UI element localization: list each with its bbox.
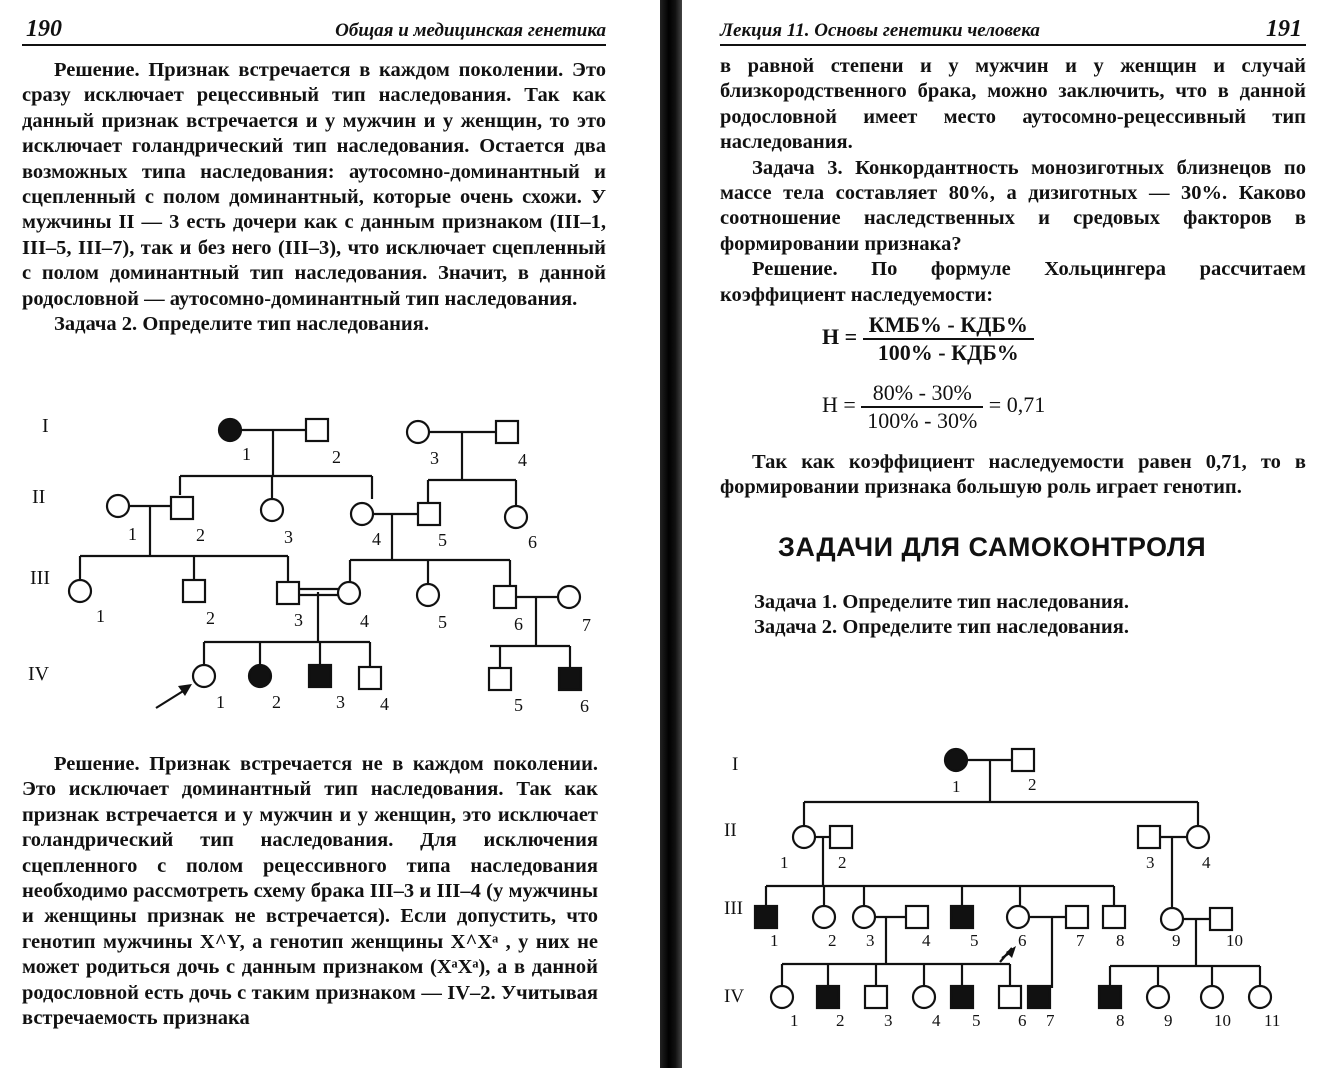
female-unaffected	[1201, 986, 1223, 1008]
male-affected	[951, 986, 973, 1008]
individual-number: 5	[972, 1011, 981, 1030]
female-unaffected	[1249, 986, 1271, 1008]
fraction-numerator: 80% - 30%	[861, 380, 983, 408]
individual-number: 2	[828, 931, 837, 950]
individual-number: 3	[866, 931, 875, 950]
female-affected	[945, 749, 967, 771]
task-label: Задача 2.	[754, 616, 838, 639]
individual-number: 3	[284, 527, 293, 547]
right-page	[690, 0, 1332, 1068]
male-unaffected	[277, 582, 299, 604]
female-unaffected	[1007, 906, 1029, 928]
individual-number: 9	[1172, 931, 1181, 950]
task-label: Задача 1.	[754, 591, 838, 613]
individual-number: 1	[96, 606, 105, 626]
formula-general	[822, 312, 1034, 366]
female-unaffected	[1161, 908, 1183, 930]
solution-1	[22, 58, 606, 337]
left-page-header	[22, 14, 606, 46]
individual-number: 4	[518, 450, 527, 470]
task-text: Конкордантность монозиготных близнецов по массе тела составляет 80%, а дизиготных — 30%. Каково соотношение наследственных и средовых факторов в формировании признака?	[720, 156, 1306, 255]
individual-number: 2	[196, 525, 205, 545]
male-affected	[309, 665, 331, 687]
male-affected	[755, 906, 777, 928]
generation-label: III	[724, 898, 743, 919]
individual-number: 2	[838, 853, 847, 872]
individual-number: 7	[1046, 1011, 1055, 1030]
male-unaffected	[171, 497, 193, 519]
female-unaffected	[1147, 986, 1169, 1008]
page-number: 191	[1266, 16, 1302, 42]
fraction-denominator: 100% - 30%	[867, 408, 978, 433]
conclusion-block	[720, 450, 1306, 501]
female-affected	[219, 419, 241, 441]
male-unaffected	[359, 667, 381, 689]
pedigree-chart-left	[20, 400, 620, 730]
female-unaffected	[793, 826, 815, 848]
female-unaffected	[193, 665, 215, 687]
individual-number: 2	[332, 447, 341, 467]
individual-number: 3	[430, 448, 439, 468]
right-text-block	[720, 54, 1306, 308]
individual-number: 11	[1264, 1011, 1281, 1030]
male-affected	[1099, 986, 1121, 1008]
individual-number: 1	[952, 777, 961, 796]
task-label: Задача 3.	[752, 156, 843, 179]
generation-label: II	[724, 820, 737, 841]
individual-number: 2	[206, 608, 215, 628]
male-unaffected	[489, 668, 511, 690]
individual-number: 4	[360, 611, 369, 631]
fraction	[861, 380, 983, 434]
individual-number: 4	[1202, 853, 1211, 872]
running-title: Общая и медицинская генетика	[335, 20, 606, 41]
female-unaffected	[261, 499, 283, 521]
female-unaffected	[338, 582, 360, 604]
generation-label: I	[732, 754, 739, 775]
individual-number: 3	[1146, 853, 1155, 872]
male-unaffected	[830, 826, 852, 848]
individual-number: 4	[922, 931, 931, 950]
male-unaffected	[183, 580, 205, 602]
male-unaffected	[906, 906, 928, 928]
male-unaffected	[865, 986, 887, 1008]
male-unaffected	[1210, 908, 1232, 930]
female-unaffected	[69, 580, 91, 602]
book-spine	[660, 0, 682, 1068]
individual-number: 10	[1226, 931, 1243, 950]
female-unaffected	[558, 586, 580, 608]
male-unaffected	[306, 419, 328, 441]
individual-number: 1	[770, 931, 779, 950]
conclusion-text: Так как коэффициент наследуемости равен 0,71, то в формировании признака большую роль играет генотип.	[720, 451, 1306, 499]
individual-number: 2	[272, 692, 281, 712]
solution-label: Решение.	[54, 59, 140, 81]
fraction-denominator: 100% - КДБ%	[877, 340, 1019, 365]
fraction-numerator: КМБ% - КДБ%	[863, 312, 1034, 340]
solution-label: Решение.	[54, 753, 140, 775]
male-affected	[951, 906, 973, 928]
right-page-header	[720, 14, 1306, 46]
female-unaffected	[913, 986, 935, 1008]
task-text: Определите тип наследования.	[142, 313, 429, 336]
individual-number: 6	[1018, 1011, 1027, 1030]
female-unaffected	[853, 906, 875, 928]
solution-text: Признак встречается не в каждом поколении. Это исключает доминантный тип наследования. Так как признак встречается и у мужчин и у женщин, это исключает голандрический тип наследования. Для исключения сцепленного с полом рецессивного типа наследования необходимо рассмотреть схему брака III–3 и III–4 (у мужчины и женщины признак не встречается). Если допустить, что генотип мужчины X^Y, а генотип женщины X^Xᵃ , у них не может родиться дочь с данным признаком (XᵃXᵃ), а в данной родословной есть дочь с таким признаком — IV–2. Учитывая встречаемость признака	[22, 753, 599, 1030]
individual-number: 3	[294, 610, 303, 630]
female-unaffected	[505, 506, 527, 528]
individual-number: 7	[1076, 931, 1085, 950]
individual-number: 3	[336, 692, 345, 712]
pedigree-chart-right	[714, 740, 1314, 1040]
individual-number: 2	[836, 1011, 845, 1030]
individual-number: 3	[884, 1011, 893, 1030]
individual-number: 1	[128, 524, 137, 544]
individual-number: 6	[1018, 931, 1027, 950]
solution-label: Решение.	[752, 258, 838, 281]
individual-number: 4	[372, 529, 381, 549]
individual-number: 6	[514, 614, 523, 634]
individual-number: 8	[1116, 931, 1125, 950]
generation-label: II	[32, 486, 46, 508]
solution-text: Признак встречается в каждом поколении. Это сразу исключает рецессивный тип наследования. Так как данный признак встречается и у мужчин и у женщин, то это исключает голандрический тип наследования. Остается два возможных типа наследования: аутосомно-доминантный и сцепленный с полом доминантный, которые очень схожи. У мужчины II — 3 есть дочери как с данным признаком (III–1, III–5, III–7), так и без него (III–3), что исключает сцепленный с полом доминантный тип наследования. Значит, в данной родословной — аутосомно-доминантный тип наследования.	[22, 59, 606, 310]
running-title: Лекция 11. Основы генетики человека	[720, 20, 1040, 41]
female-unaffected	[407, 421, 429, 443]
male-unaffected	[1012, 749, 1034, 771]
formula-result: = 0,71	[988, 392, 1046, 418]
male-unaffected	[1138, 826, 1160, 848]
continuation-text: в равной степени и у мужчин и у женщин и случай близкородственного брака, можно заключить, что в данной родословной имеет место аутосомно-рецессивный тип наследования.	[720, 55, 1306, 154]
individual-number: 5	[438, 530, 447, 550]
individual-number: 6	[528, 532, 537, 552]
individual-number: 6	[580, 696, 589, 716]
individual-number: 1	[780, 853, 789, 872]
solution-2	[22, 752, 598, 1031]
formula-lhs: Н =	[822, 324, 858, 350]
individual-number: 7	[582, 615, 591, 635]
task-text: Определите тип наследования.	[842, 616, 1129, 639]
individual-number: 8	[1116, 1011, 1125, 1030]
male-unaffected	[1103, 906, 1125, 928]
female-unaffected	[771, 986, 793, 1008]
female-unaffected	[351, 503, 373, 525]
individual-number: 1	[790, 1011, 799, 1030]
individual-number: 5	[514, 695, 523, 715]
female-unaffected	[1187, 826, 1209, 848]
section-title: ЗАДАЧИ ДЛЯ САМОКОНТРОЛЯ	[778, 532, 1207, 562]
left-page	[0, 0, 650, 1068]
male-affected	[1028, 986, 1050, 1008]
individual-number: 5	[970, 931, 979, 950]
formula-computed	[822, 380, 1045, 434]
male-affected	[817, 986, 839, 1008]
self-control-tasks	[754, 590, 1294, 641]
task-label: Задача 2.	[54, 313, 138, 336]
individual-number: 1	[216, 692, 225, 712]
female-unaffected	[813, 906, 835, 928]
individual-number: 2	[1028, 775, 1037, 794]
page-number: 190	[26, 16, 62, 42]
formula-lhs: Н =	[822, 392, 856, 418]
individual-number: 5	[438, 612, 447, 632]
generation-label: III	[30, 567, 50, 589]
female-affected	[249, 665, 271, 687]
solution-text: По формуле Хольцингера рассчитаем коэффициент наследуемости:	[720, 258, 1307, 306]
task-text: Определите тип наследования.	[842, 591, 1129, 613]
individual-number: 10	[1214, 1011, 1231, 1030]
individual-number: 4	[932, 1011, 941, 1030]
male-unaffected	[496, 421, 518, 443]
generation-label: IV	[724, 986, 745, 1007]
generation-label: IV	[28, 663, 50, 685]
female-unaffected	[417, 584, 439, 606]
individual-number: 9	[1164, 1011, 1173, 1030]
individual-number: 4	[380, 694, 389, 714]
male-unaffected	[999, 986, 1021, 1008]
female-unaffected	[107, 495, 129, 517]
male-unaffected	[494, 586, 516, 608]
male-unaffected	[418, 503, 440, 525]
fraction	[863, 312, 1034, 366]
generation-label: I	[42, 415, 49, 437]
male-unaffected	[1066, 906, 1088, 928]
pedigree-numbers	[770, 775, 1280, 1030]
male-affected	[559, 668, 581, 690]
individual-number: 1	[242, 444, 251, 464]
